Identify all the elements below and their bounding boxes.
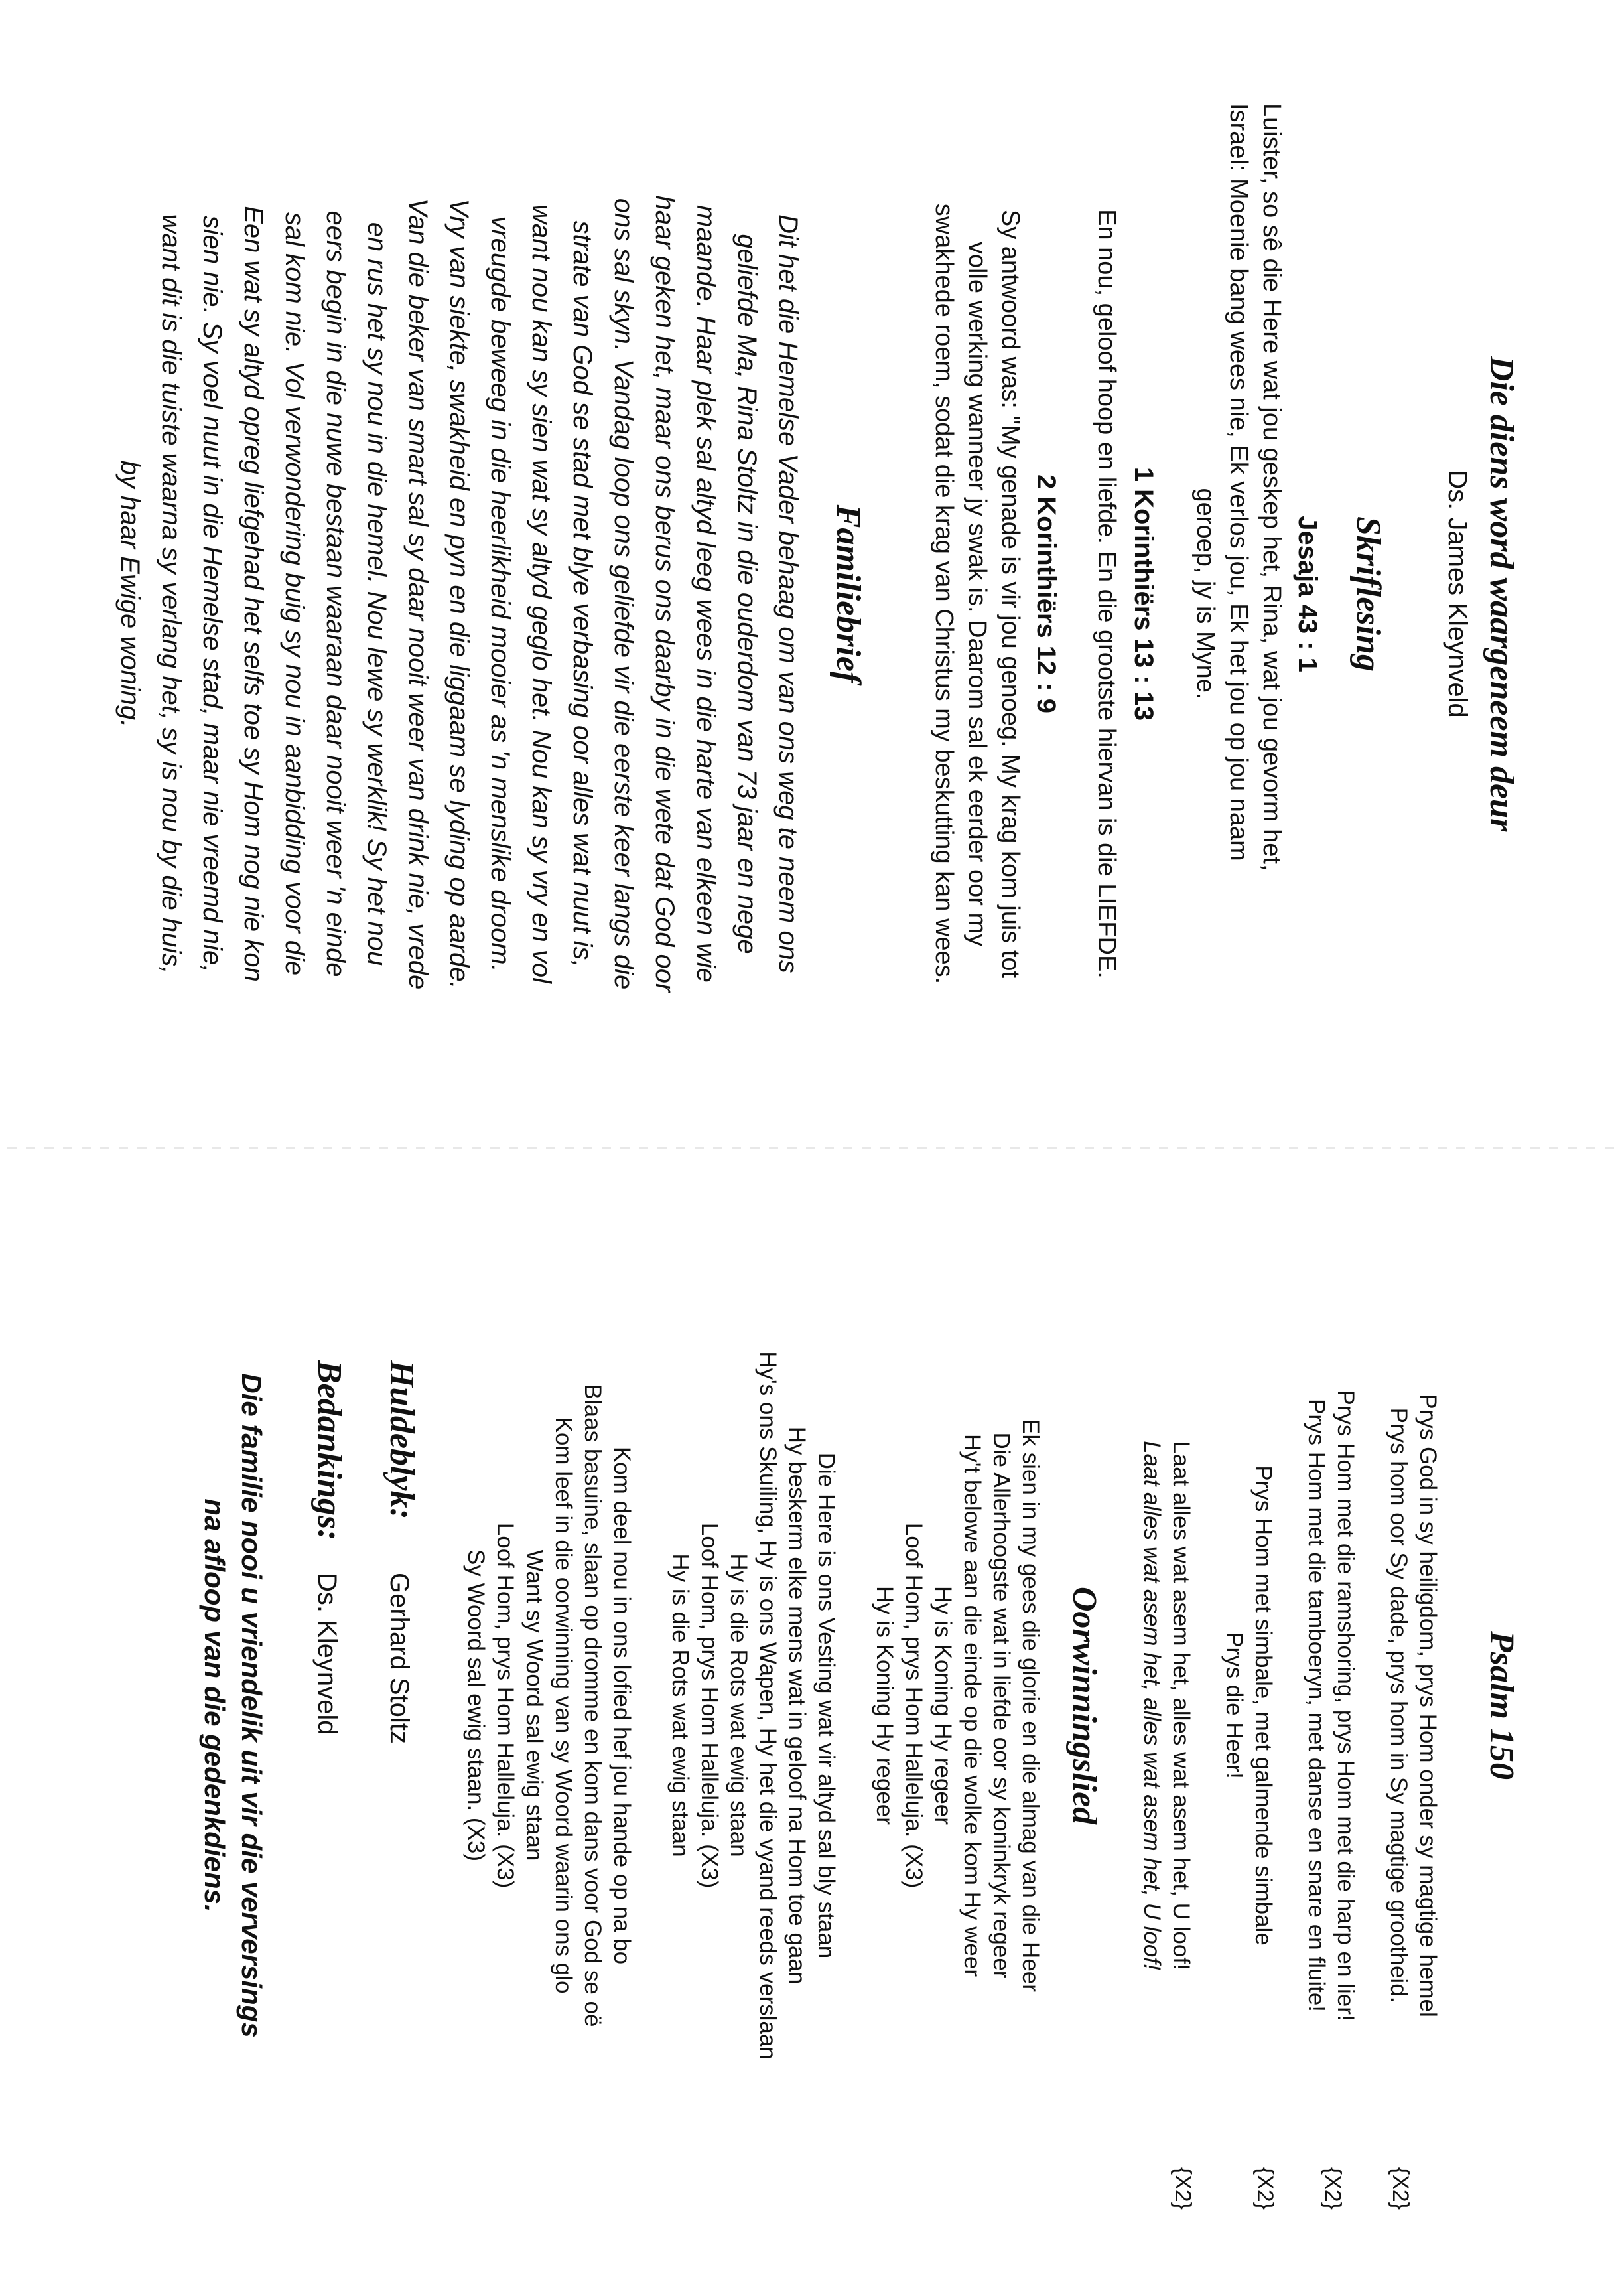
letter-line: haar geken het, maar ons berus ons daarby in die wete dat God oor: [650, 195, 679, 993]
kor2-line: Sy antwoord was: "My genade is vir jou genoeg. My krag kom juis tot: [996, 209, 1024, 979]
psalm-verse: [1302, 1175, 1360, 2236]
thanks-name: Ds. Kleynveld: [312, 1573, 342, 1735]
kor2-line: swakhede roem, sodat die krag van Christus my beskutting kan wees.: [930, 203, 958, 985]
psalm-verse: [1137, 1175, 1195, 2236]
victory-line: Die Here is ons Vesting wat vir altyd sal bly staan: [813, 1452, 839, 1959]
victory-line: Blaas basuine, slaan op dromme en kom dans voor God se oë: [580, 1384, 606, 2027]
victory-line: Sy Woord sal ewig staan. (X3): [463, 1549, 489, 1862]
jesaja-line: Israel: Moenie bang wees nie, Ek verlos jou, Ek het jou op jou naam: [1225, 103, 1252, 861]
letter-line: eers begin in die nuwe bestaan waaraan daar nooit weer 'n einde: [321, 210, 350, 977]
kor2-line: volle werking wanneer jy swak is. Daarom sal ek eerder oor my: [963, 241, 991, 947]
victory-line: Kom deel nou in ons lofied hef jou hande op na bo: [609, 1446, 635, 1965]
victory-verse: [461, 1175, 636, 2236]
victory-verse: [665, 1175, 841, 2236]
repeat-marker: {X2}: [1388, 2167, 1413, 2210]
letter-line: by haar Ewige woning.: [115, 460, 145, 728]
kor1-text: En nou, geloof hoop en liefde. En die grootste hiervan is die LIEFDE.: [1093, 209, 1120, 979]
jesaja-text: [1189, 63, 1292, 1125]
repeat-marker: {X2}: [1320, 2167, 1345, 2210]
letter-line: ons sal skyn. Vandag loop ons geliefde vir die eerste keer langs die: [609, 198, 638, 990]
thanks-row: [310, 1175, 349, 2236]
psalm-line: Prys die Heer!: [1221, 1632, 1247, 1779]
psalm-verse: [1384, 1175, 1442, 2236]
victory-line: Loof Hom, prys Hom Halleluja. (X3): [901, 1522, 927, 1889]
psalm-line: Prys God in sy heiligdom, prys Hom onder sy magtige hemel: [1415, 1394, 1441, 2017]
jesaja-line: Luister, so sê die Here wat jou geskep het, Rina, wat jou gevorm het,: [1258, 103, 1286, 871]
psalm-line: Laat alles wat asem het, alles wat asem het, U loof!: [1139, 1441, 1165, 1970]
letter-line: sien nie. Sy voel nuut in die Hemelse stad, maar nie vreemd nie,: [198, 215, 227, 973]
letter-line: Vry van siekte, swakheid en pyn en die liggaam se lyding op aarde.: [444, 198, 474, 989]
minister-name: Ds. James Kleynveld: [1443, 470, 1472, 718]
victory-line: Hy's ons Skuiling, Hy is ons Wapen, Hy het die vyand reeds verslaan: [755, 1351, 781, 2060]
closing-line: Die familie nooi u vriendelik uit vir die verversings: [236, 1373, 267, 2038]
reading-heading: Skriflesing: [1349, 516, 1387, 672]
letter-line: sal kom nie. Vol verwondering buig sy nou in aanbidding voor die: [280, 212, 309, 976]
victory-line: Loof Hom, prys Hom Halleluja. (X3): [697, 1522, 722, 1889]
letter-line: Van die beker van smart sal sy daar nooit weer van drink nie, vrede: [403, 198, 433, 990]
psalm-line: Prys hom oor Sy dade, prys hom in Sy magtige grootheid.: [1386, 1407, 1412, 2003]
victory-line: Hy is Koning Hy regeer: [930, 1586, 956, 1825]
psalm-verse: [1219, 1175, 1278, 2236]
victory-line: Hy't belowe aan die einde op die wolke kom Hy weer: [959, 1434, 985, 1977]
repeat-marker: {X2}: [1252, 2167, 1278, 2210]
psalm-line: Prys Hom met die tamboeryn, met danse en snare en fluite!: [1304, 1398, 1329, 2013]
repeat-marker: {X2}: [1170, 2167, 1195, 2210]
letter-line: maande. Haar plek sal altyd leeg wees in die harte van elkeen wie: [691, 205, 720, 983]
victory-line: Die Allerhoogste wat in liefde oor sy koninkryk regeer: [988, 1432, 1014, 1979]
psalm-line: Prys Hom met simbale, met galmende simbale: [1250, 1465, 1276, 1946]
kor1-ref: 1 Korinthiërs 13 : 13: [1129, 466, 1158, 721]
letter-line: want nou kan sy sien wat sy altyd geglo het. Nou kan sy vry en vol: [527, 204, 556, 983]
victory-line: Hy beskerm elke mens wat in geloof na Hom toe gaan: [784, 1426, 810, 1985]
closing-invitation: [196, 1175, 270, 2236]
kor2-ref: 2 Korinthiërs 12 : 9: [1032, 474, 1061, 714]
victory-line: Want sy Woord sal ewig staan: [521, 1549, 547, 1861]
victory-line: Kom leef in die oorwinning van sy Woord waarin ons glo: [551, 1417, 576, 1994]
victory-verse: [870, 1175, 1045, 2236]
tribute-name: Gerhard Stoltz: [385, 1573, 414, 1744]
service-heading: Die diens word waargeneem deur: [1483, 356, 1520, 832]
closing-line: na afloop van die gedenkdiens.: [199, 1498, 230, 1912]
psalm-line: Prys Hom met die ramshoring, prys Hom met die harp en lier!: [1333, 1390, 1359, 2021]
victory-line: Hy is die Rots wat ewig staan: [726, 1553, 752, 1857]
letter-line: strate van God se stad met blye verbasing oor alles wat nuut is,: [568, 220, 597, 968]
jesaja-line: geroep, jy is Myne.: [1191, 488, 1219, 700]
family-letter: [109, 63, 809, 1125]
victory-line: Ek sien in my gees die glorie en die almag van die Heer: [1018, 1419, 1043, 1992]
tribute-label: Huldeblyk:: [383, 1360, 421, 1520]
psalm-line: Laat alles wat asem het, alles wat asem het, U loof!: [1168, 1441, 1194, 1970]
left-panel: [0, 63, 1614, 1125]
victory-line: Hy is die Rots wat ewig staan: [667, 1553, 693, 1857]
victory-heading: Oorwinningslied: [1065, 1586, 1103, 1825]
jesaja-ref: Jesaja 43 : 1: [1293, 516, 1322, 672]
psalm-heading: Psalm 150: [1483, 1631, 1520, 1780]
victory-line: Hy is Koning Hy regeer: [872, 1586, 898, 1825]
letter-heading: Familiebrief: [829, 504, 867, 683]
letter-line: en rus het sy nou in die hemel. Nou lewe sy werklik! Sy het nou: [362, 222, 391, 966]
kor2-text: [927, 63, 1031, 1125]
tribute-row: [382, 1175, 421, 2236]
victory-line: Loof Hom, prys Hom Halleluja. (X3): [492, 1522, 518, 1889]
letter-line: want dit is die tuiste waarna sy verlang het, sy is nou by die huis,: [157, 214, 186, 974]
letter-line: Dit het die Hemelse Vader behaag om van ons weg te neem ons: [773, 214, 803, 973]
fold-line: [0, 1147, 1614, 1149]
thanks-label: Bedankings:: [310, 1360, 348, 1541]
letter-line: Een wat sy altyd opreg liefgehad het selfs toe sy Hom nog nie kon: [239, 206, 268, 982]
right-panel: [0, 1175, 1614, 2236]
letter-line: geliefde Ma, Rina Stoltz in die ouderdom van 73 jaar en nege: [732, 234, 762, 954]
letter-line: vreugde beweeg in die heerlikheid mooier as 'n menslike droom.: [486, 216, 515, 972]
